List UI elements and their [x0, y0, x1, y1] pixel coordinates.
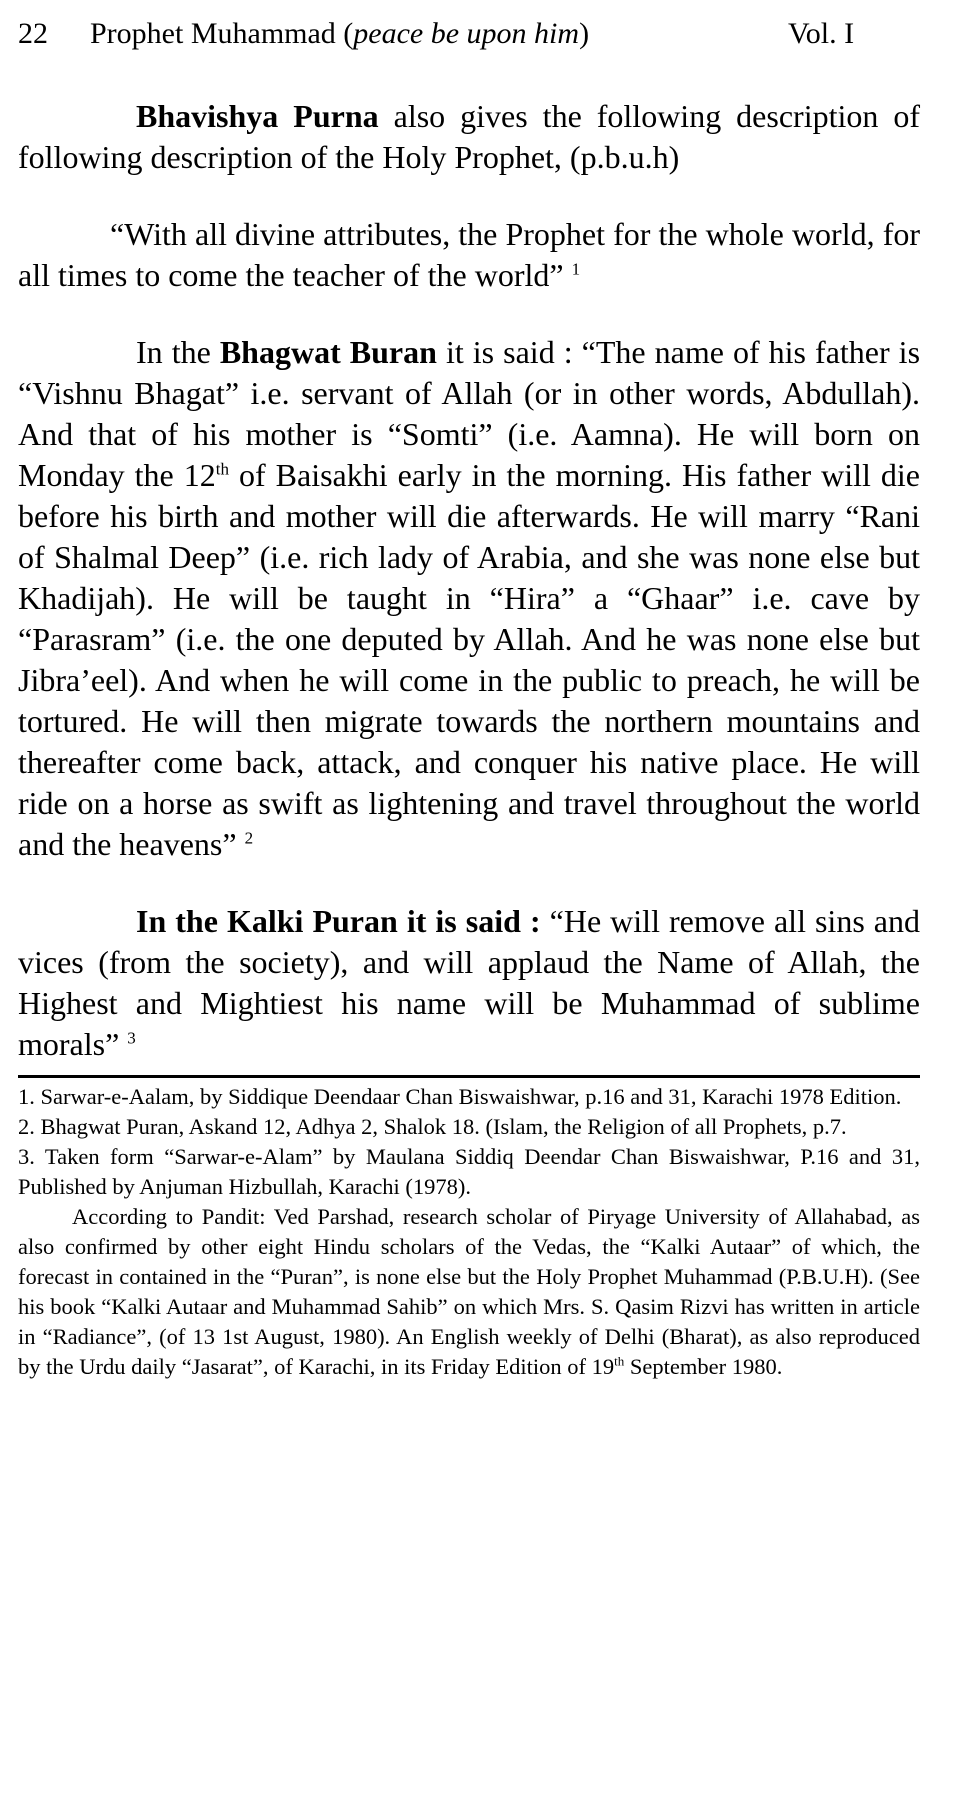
note-text-cont: September 1980. [624, 1354, 783, 1379]
lead-text: In the [136, 334, 220, 370]
bold-term: Bhagwat Buran [219, 334, 437, 370]
paragraph-text: also gives the following description of following description of the Holy Prophet, (p.b.u.h) [18, 98, 921, 175]
running-header [18, 8, 920, 60]
title-italic: peace be upon him [353, 17, 580, 50]
paragraph-text: “He will remove all sins and vices (from the society), and will applaud the Name of Allah, the Highest and Mightiest his name will be Muhammad of sublime morals” [18, 903, 921, 1062]
title-text: Prophet Muhammad ( [90, 17, 354, 50]
running-title [90, 8, 589, 60]
paragraph-kalki [18, 901, 920, 1065]
title-close: ) [579, 17, 590, 50]
footnote-ref: 2 [244, 828, 254, 848]
footnote-ref: 1 [571, 259, 581, 279]
footnote-ref: 3 [127, 1028, 136, 1048]
footnote-3: 3. Taken form “Sarwar-e-Alam” by Maulana Siddiq Deendar Chan Biswaishwar, P.16 and 31, Published by Anjuman Hizbullah, Karachi (1978). [18, 1144, 920, 1199]
ordinal-suffix: th [614, 1353, 625, 1369]
note-text: According to Pandit: Ved Parshad, research scholar of Piryage University of Allahabad, as also confirmed by other eight Hindu scholars of the Vedas, the “Kalki Autaar” of which, the forecast in contained in the “Puran”, is none else but the Holy Prophet Muhammad (P.B.U.H). (See his book “Kalki Autaar and Muhammad Sahib” on which Mrs. S. Qasim Rizvi has written in article in “Radiance”, (of 13 1st August, 1980). An English weekly of Delhi (Bharat), as also reproduced by the Urdu daily “Jasarat”, of Karachi, in its Friday Edition of 19 [18, 1204, 920, 1379]
page-number: 22 [18, 17, 48, 50]
bold-term: Bhavishya Purna [136, 98, 379, 134]
paragraph-text-cont: of Baisakhi early in the morning. His father will die before his birth and mother will die afterwards. He will marry “Rani of Shalmal Deep” (i.e. rich lady of Arabia, and she was none else but Khadijah). He will be taught in “Hira” a “Ghaar” i.e. cave by “Parasram” (i.e. the one deputed by Allah. And he was none else but Jibra’eel). And when he will come in the public to preach, he will be tortured. He will then migrate towards the northern mountains and thereafter come back, attack, and conquer his native place. He will ride on a horse as swift as lightening and travel throughout the world and the heavens” [18, 457, 921, 862]
footnote-divider [18, 1075, 920, 1078]
volume-label: Vol. I [788, 17, 855, 50]
quote-paragraph [18, 214, 920, 296]
bold-term: In the Kalki Puran it is said : [136, 903, 541, 939]
paragraph-text: it is said : “The name of his father is “Vishnu Bhagat” i.e. servant of Allah (or in other words, Abdullah). And that of his mother is “Somti” (i.e. Aamna). He will born on Monday the 12 [18, 334, 921, 493]
footnote-note [18, 1202, 920, 1382]
paragraph-bhavishya [18, 96, 920, 178]
ordinal-suffix: th [215, 459, 229, 479]
footnote-2: 2. Bhagwat Puran, Askand 12, Adhya 2, Shalok 18. (Islam, the Religion of all Prophets, p.7. [18, 1114, 847, 1139]
quote-text: “With all divine attributes, the Prophet for the whole world, for all times to come the teacher of the world” [18, 216, 920, 293]
footnote-1: 1. Sarwar-e-Aalam, by Siddique Deendaar Chan Biswaishwar, p.16 and 31, Karachi 1978 Edition. [18, 1084, 902, 1109]
paragraph-bhagwat [18, 332, 920, 865]
